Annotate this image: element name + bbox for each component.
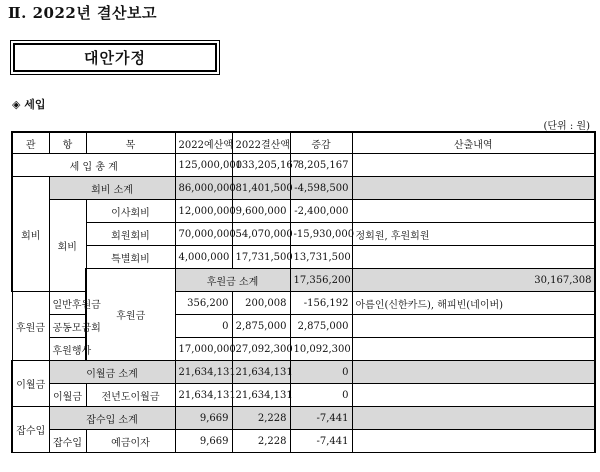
- budget-cell: 70,000,000: [175, 223, 232, 246]
- table-row: [12, 384, 595, 407]
- header-budget: 2022예산액: [175, 132, 232, 154]
- gwan-misc: 잡수입: [12, 407, 49, 453]
- subtotal-note: [352, 361, 595, 384]
- header-mok: 목: [86, 132, 175, 154]
- subtotal-budget: 9,669: [175, 407, 232, 430]
- subtotal-note: [352, 407, 595, 430]
- unit-label: (단위 : 원): [543, 121, 590, 132]
- note-cell: [352, 430, 595, 453]
- actual-cell: 54,070,000: [232, 223, 290, 246]
- section-label: ◈ 세입: [12, 98, 46, 111]
- total-diff: 8,205,167: [290, 154, 352, 177]
- note-cell: 아름인(신한카드), 해피빈(네이버): [352, 292, 595, 315]
- mok-cell: 예금이자: [86, 430, 175, 453]
- note-cell: [352, 315, 595, 338]
- hang-dues: 회비: [49, 200, 86, 292]
- hang-carryover: 이월금: [49, 384, 86, 407]
- total-row: [12, 154, 595, 177]
- budget-cell: 17,000,000: [175, 338, 232, 361]
- gwan-carryover: 이월금: [12, 361, 49, 407]
- diff-cell: -7,441: [290, 430, 352, 453]
- header-row: [12, 132, 595, 154]
- revenue-table: [11, 131, 596, 453]
- subtotal-actual: 81,401,500: [232, 177, 290, 200]
- mok-cell: 전년도이월금: [86, 384, 175, 407]
- table-row: [12, 177, 595, 200]
- title-box: [10, 40, 220, 75]
- budget-cell: 356,200: [175, 292, 232, 315]
- subtotal-diff: -7,441: [290, 407, 352, 430]
- table-row: [12, 223, 595, 246]
- note-cell: [352, 200, 595, 223]
- table-row: [12, 269, 595, 292]
- actual-cell: 17,731,500: [232, 246, 290, 269]
- note-cell: [352, 246, 595, 269]
- total-budget: 125,000,000: [175, 154, 232, 177]
- table-row: [12, 200, 595, 223]
- note-cell: [352, 384, 595, 407]
- mok-cell: 이사회비: [86, 200, 175, 223]
- subtotal-budget: 17,356,200: [290, 269, 352, 292]
- subtotal-diff: -4,598,500: [290, 177, 352, 200]
- diff-cell: -2,400,000: [290, 200, 352, 223]
- subtotal-note: [352, 177, 595, 200]
- report-title: 대안가정: [13, 43, 217, 72]
- subtotal-actual: 30,167,308: [352, 269, 595, 292]
- budget-cell: 9,669: [175, 430, 232, 453]
- mok-cell: 특별회비: [86, 246, 175, 269]
- mok-cell: 후원행사: [49, 338, 86, 361]
- budget-cell: 4,000,000: [175, 246, 232, 269]
- budget-cell: 21,634,131: [175, 384, 232, 407]
- diff-cell: 10,092,300: [290, 338, 352, 361]
- budget-cell: 0: [175, 315, 232, 338]
- table-row: [12, 407, 595, 430]
- subtotal-budget: 21,634,131: [175, 361, 232, 384]
- actual-cell: 2,228: [232, 430, 290, 453]
- header-gwan: 관: [12, 132, 49, 154]
- subtotal-label: 후원금 소계: [175, 269, 290, 292]
- subtotal-actual: 2,228: [232, 407, 290, 430]
- total-label: 세 입 총 계: [12, 154, 175, 177]
- diff-cell: -15,930,000: [290, 223, 352, 246]
- actual-cell: 27,092,300: [232, 338, 290, 361]
- hang-donation: 후원금: [12, 292, 49, 361]
- gwan-dues: 회비: [12, 177, 49, 292]
- note-cell: [352, 338, 595, 361]
- diff-cell: 13,731,500: [290, 246, 352, 269]
- subtotal-label: 잡수입 소계: [49, 407, 175, 430]
- subtotal-actual: 21,634,131: [232, 361, 290, 384]
- diff-cell: -156,192: [290, 292, 352, 315]
- header-diff: 증감: [290, 132, 352, 154]
- subtotal-diff: 0: [290, 361, 352, 384]
- mok-cell: 회원회비: [86, 223, 175, 246]
- total-actual: 133,205,167: [232, 154, 290, 177]
- header-hang: 항: [49, 132, 86, 154]
- subtotal-label: 회비 소계: [49, 177, 175, 200]
- mok-cell: 공동모금회: [49, 315, 86, 338]
- table-row: [12, 246, 595, 269]
- table-row: [12, 430, 595, 453]
- table-row: [12, 361, 595, 384]
- diff-cell: 0: [290, 384, 352, 407]
- mok-cell: 일반후원금: [49, 292, 86, 315]
- total-note: [352, 154, 595, 177]
- header-actual: 2022결산액: [232, 132, 290, 154]
- subtotal-budget: 86,000,000: [175, 177, 232, 200]
- header-note: 산출내역: [352, 132, 595, 154]
- actual-cell: 200,008: [232, 292, 290, 315]
- actual-cell: 2,875,000: [232, 315, 290, 338]
- actual-cell: 9,600,000: [232, 200, 290, 223]
- note-cell: 정회원, 후원회원: [352, 223, 595, 246]
- report-heading: Ⅱ. 2022년 결산보고: [8, 4, 158, 22]
- hang-misc: 잡수입: [49, 430, 86, 453]
- budget-cell: 12,000,000: [175, 200, 232, 223]
- subtotal-label: 이월금 소계: [49, 361, 175, 384]
- diff-cell: 2,875,000: [290, 315, 352, 338]
- actual-cell: 21,634,131: [232, 384, 290, 407]
- gwan-donation: 후원금: [86, 269, 175, 361]
